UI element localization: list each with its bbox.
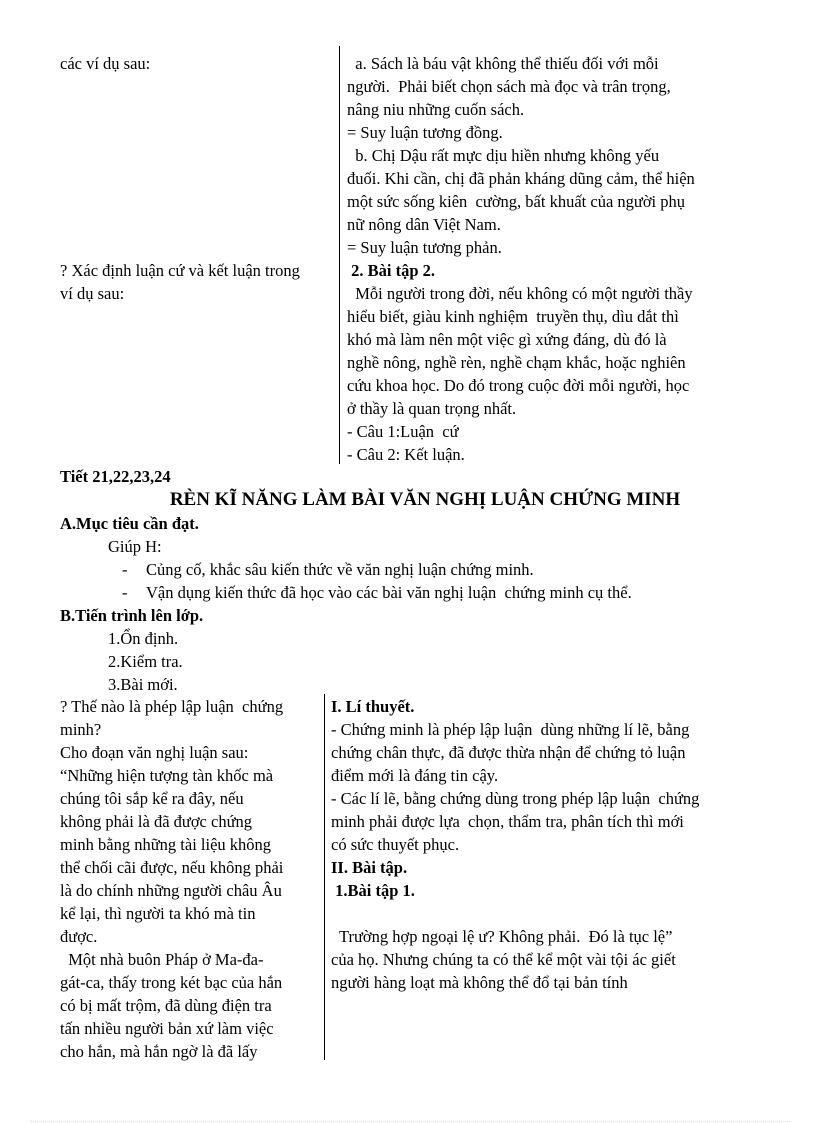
text-line: Một nhà buôn Pháp ở Ma-đa- (60, 950, 264, 969)
text-line: đuối. Khi cần, chị đã phản kháng dũng cảm, thể hiện (347, 169, 695, 188)
lesson-period (60, 465, 760, 488)
bullet-dash: - (122, 583, 128, 602)
lesson-sections (60, 512, 632, 696)
list-item-text: Củng cố, khắc sâu kiến thức về văn nghị luận chứng minh. (146, 560, 534, 579)
theory-heading: I. Lí thuyết. (331, 697, 415, 716)
text-line: tấn nhiều người bản xứ làm việc (60, 1019, 274, 1038)
text-line: Mỗi người trong đời, nếu không có một người thầy (347, 284, 693, 303)
exercises-heading: II. Bài tập. (331, 858, 408, 877)
text-line: có sức thuyết phục. (331, 835, 460, 854)
text-line: điểm mới là đáng tin cậy. (331, 766, 499, 785)
exercise-2-heading: 2. Bài tập 2. (347, 261, 436, 280)
table2-right-column (331, 695, 761, 994)
text-line: gát-ca, thấy trong két bạc của hắn (60, 973, 283, 992)
text-line: các ví dụ sau: (60, 54, 151, 73)
text-line: - Các lí lẽ, bằng chứng dùng trong phép lập luận chứng (331, 789, 700, 808)
table1-column-divider (339, 46, 340, 464)
exercise-1-heading: 1.Bài tập 1. (331, 881, 415, 900)
period-label: Tiết 21,22,23,24 (60, 467, 171, 486)
section-a-intro: Giúp H: (108, 537, 162, 556)
text-line: người. Phải biết chọn sách mà đọc và trân trọng, (347, 77, 671, 96)
text-line: cứu khoa học. Do đó trong cuộc đời mỗi người, học (347, 376, 690, 395)
text-line: = Suy luận tương đồng. (347, 123, 503, 142)
table1-left-q1 (60, 52, 335, 75)
text-line: chúng tôi sắp kể ra đây, nếu (60, 789, 244, 808)
text-line: ở thầy là quan trọng nhất. (347, 399, 517, 418)
text-line: b. Chị Dậu rất mực dịu hiền nhưng không yếu (347, 146, 660, 165)
text-line: a. Sách là báu vật không thể thiếu đối với mỗi (347, 54, 659, 73)
list-item: 2.Kiểm tra. (108, 652, 183, 671)
text-line: minh phải được lựa chọn, thẩm tra, phân tích thì mới (331, 812, 684, 831)
table1-right-column (347, 52, 767, 466)
list-item: 3.Bài mới. (108, 675, 178, 694)
text-line: ? Thế nào là phép lập luận chứng (60, 697, 284, 716)
text-line (331, 902, 761, 925)
text-line: - Câu 1:Luận cứ (347, 422, 459, 441)
table2-left-column (60, 695, 320, 1063)
section-b-heading: B.Tiến trình lên lớp. (60, 606, 204, 625)
text-line: Trường hợp ngoại lệ ư? Không phải. Đó là tục lệ” (331, 927, 673, 946)
text-line: Cho đoạn văn nghị luận sau: (60, 743, 249, 762)
text-line: không phải là đã được chứng (60, 812, 253, 831)
text-line: = Suy luận tương phản. (347, 238, 502, 257)
text-line: cho hắn, mà hắn ngờ là đã lấy (60, 1042, 258, 1061)
list-item (60, 581, 632, 604)
table2-column-divider (324, 694, 325, 1060)
text-line: nghề nông, nghề rèn, nghề chạm khắc, hoặc nghiên (347, 353, 686, 372)
text-line: - Chứng minh là phép lập luận dùng những lí lẽ, bằng (331, 720, 690, 739)
text-line: hiểu biết, giàu kinh nghiệm truyền thụ, dìu dắt thì (347, 307, 679, 326)
section-a-heading: A.Mục tiêu cần đạt. (60, 514, 199, 533)
text-line: một sức sống kiên cường, bất khuất của người phụ (347, 192, 686, 211)
text-line: minh? (60, 720, 102, 739)
text-line: nữ nông dân Việt Nam. (347, 215, 501, 234)
bullet-dash: - (122, 560, 128, 579)
text-line: có bị mất trộm, đã dùng điện tra (60, 996, 272, 1015)
text-line: ví dụ sau: (60, 284, 125, 303)
text-line: là do chính những người châu Âu (60, 881, 282, 900)
list-item-text: Vận dụng kiến thức đã học vào các bài văn nghị luận chứng minh cụ thể. (146, 583, 632, 602)
text-line: người hàng loạt mà không thể đổ tại bản tính (331, 973, 628, 992)
list-item (60, 558, 632, 581)
text-line: nâng niu những cuốn sách. (347, 100, 525, 119)
text-line: minh bằng những tài liệu không (60, 835, 272, 854)
text-line: kể lại, thì người ta khó mà tin (60, 904, 256, 923)
text-line: “Những hiện tượng tàn khốc mà (60, 766, 274, 785)
text-line: của họ. Nhưng chúng ta có thể kể một vài tội ác giết (331, 950, 676, 969)
text-line: chứng chân thực, đã được thừa nhận để chứng tỏ luận (331, 743, 686, 762)
table1-left-q2 (60, 259, 335, 305)
list-item: 1.Ổn định. (108, 629, 179, 648)
text-line: khó mà làm nên một việc gì xứng đáng, dù đó là (347, 330, 667, 349)
footer-dotted-rule (30, 1121, 790, 1122)
text-line: được. (60, 927, 98, 946)
text-line: thể chối cãi được, nếu không phải (60, 858, 284, 877)
text-line: ? Xác định luận cứ và kết luận trong (60, 261, 300, 280)
lesson-title: RÈN KĨ NĂNG LÀM BÀI VĂN NGHỊ LUẬN CHỨNG MINH (169, 489, 681, 510)
text-line: - Câu 2: Kết luận. (347, 445, 465, 464)
